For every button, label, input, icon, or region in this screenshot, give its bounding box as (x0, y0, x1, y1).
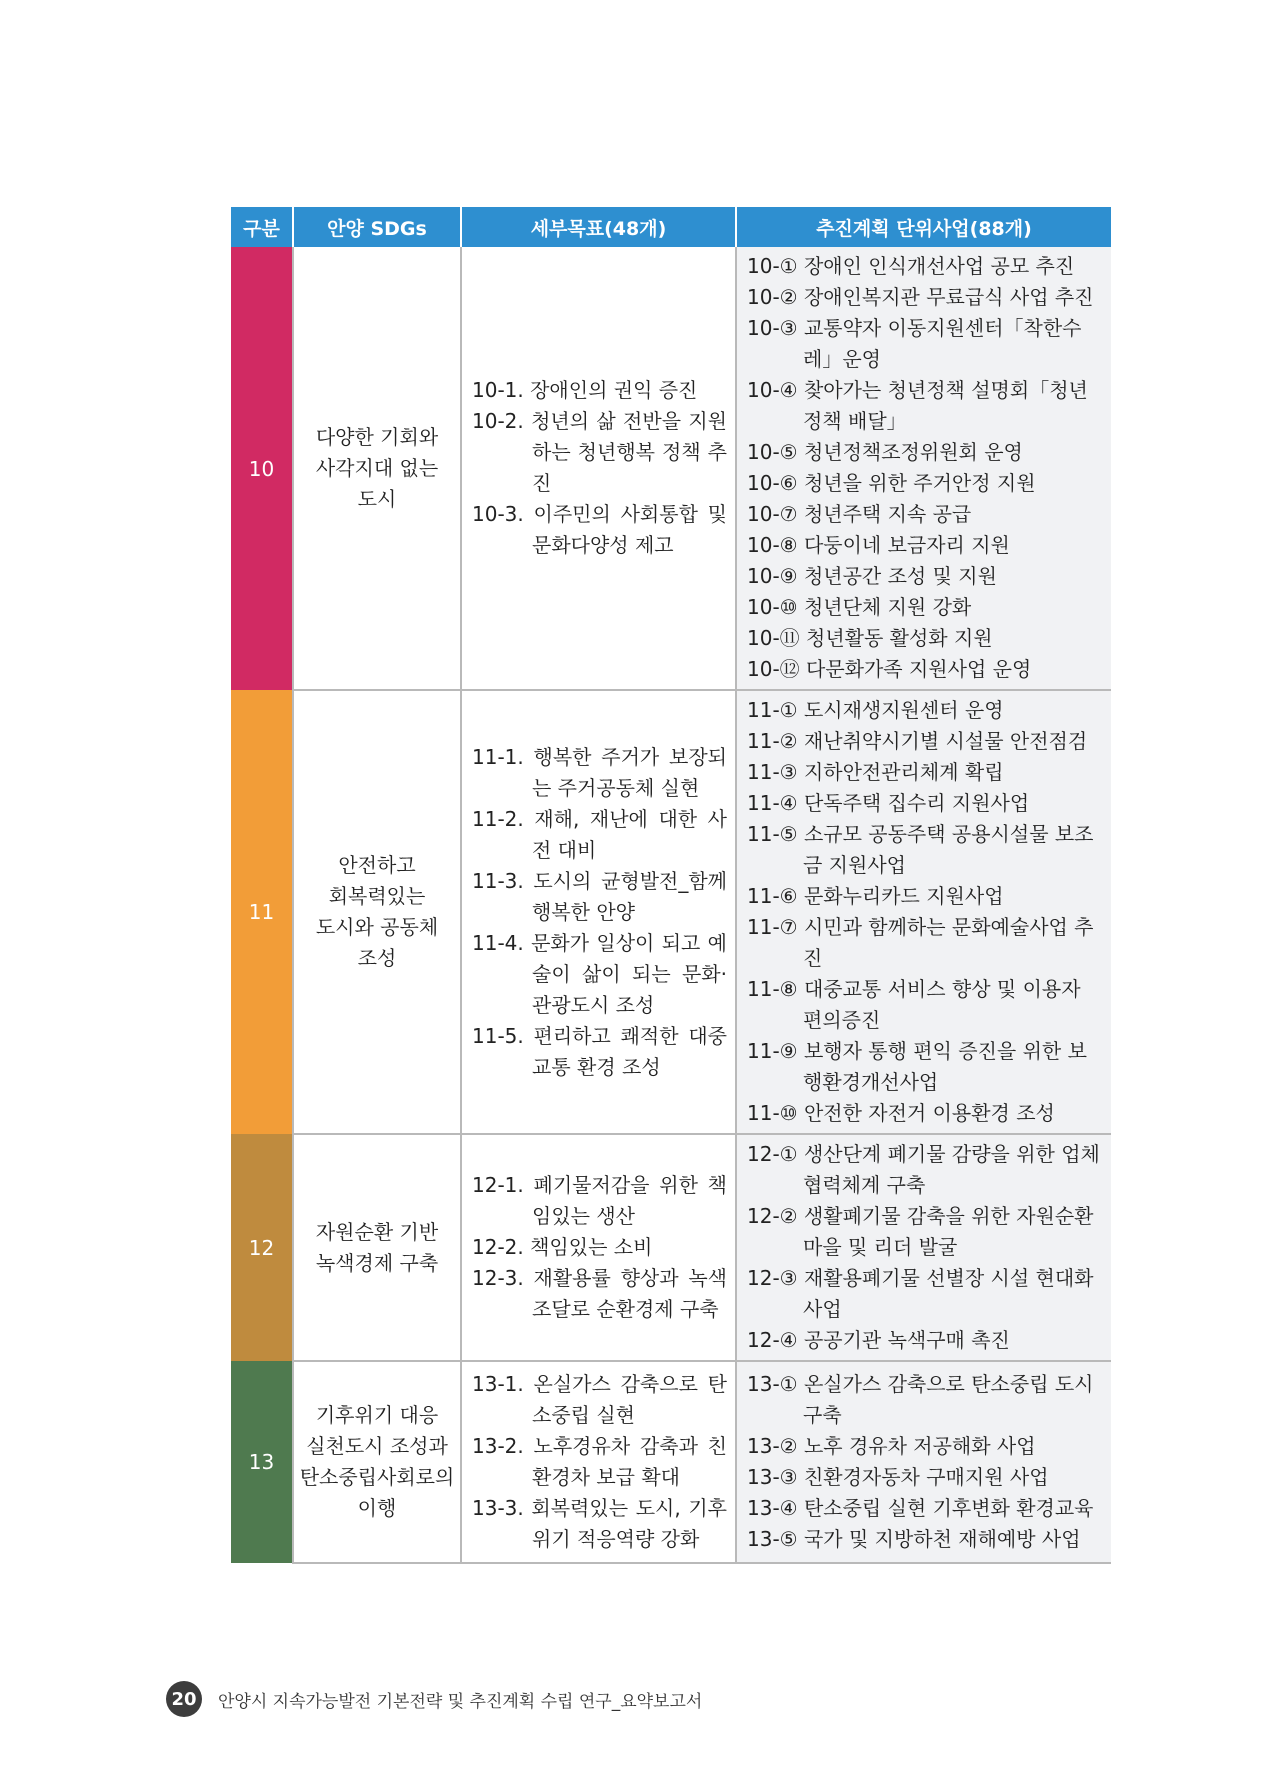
project-item: 10-⑥ 청년을 위한 주거안정 지원 (747, 471, 1036, 495)
sdg-number: 11 (231, 690, 293, 1134)
project-item: 10-⑤ 청년정책조정위원회 운영 (747, 440, 1023, 464)
sdg-title-line: 다양한 기회와 (315, 424, 439, 449)
project-item: 11-⑥ 문화누리카드 지원사업 (747, 884, 1004, 908)
project-item: 10-⑩ 청년단체 지원 강화 (747, 595, 972, 619)
sdgs-table (231, 207, 1111, 1564)
header-sdgs: 안양 SDGs (293, 207, 461, 247)
project-item: 10-① 장애인 인식개선사업 공모 추진 (747, 254, 1075, 278)
project-item: 10-⑫ 다문화가족 지원사업 운영 (747, 657, 1032, 681)
project-item: 11-⑦ 시민과 함께하는 문화예술사업 추진 (747, 915, 1094, 970)
project-item: 13-③ 친환경자동차 구매지원 사업 (747, 1465, 1049, 1489)
page-footer (166, 1679, 702, 1719)
project-item: 11-⑧ 대중교통 서비스 향상 및 이용자 편의증진 (747, 977, 1081, 1032)
goal-item: 12-2. 책임있는 소비 (472, 1235, 653, 1259)
project-item: 12-③ 재활용폐기물 선별장 시설 현대화 사업 (747, 1266, 1094, 1321)
table-row (231, 1361, 1111, 1563)
project-item: 12-② 생활폐기물 감축을 위한 자원순환마을 및 리더 발굴 (747, 1204, 1094, 1259)
sdg-number: 12 (231, 1134, 293, 1361)
goal-item: 10-1. 장애인의 권익 증진 (472, 378, 698, 402)
sdg-title (293, 1361, 461, 1563)
project-item: 11-① 도시재생지원센터 운영 (747, 698, 1004, 722)
goal-item: 10-2. 청년의 삶 전반을 지원하는 청년행복 정책 추진 (472, 409, 727, 495)
sdg-title-line: 안전하고 (338, 853, 416, 877)
sdg-title (293, 690, 461, 1134)
goal-item: 11-1. 행복한 주거가 보장되는 주거공동체 실현 (472, 744, 727, 800)
detailed-goals (461, 247, 736, 690)
project-item: 12-④ 공공기관 녹색구매 촉진 (747, 1328, 1010, 1352)
project-item: 13-① 온실가스 감축으로 탄소중립 도시 구축 (747, 1372, 1094, 1427)
unit-projects (736, 247, 1111, 690)
sdg-title (293, 247, 461, 690)
header-goals: 세부목표(48개) (461, 207, 736, 247)
goal-item: 11-2. 재해, 재난에 대한 사전 대비 (472, 806, 727, 862)
table-row (231, 247, 1111, 690)
project-item: 10-⑦ 청년주택 지속 공급 (747, 502, 972, 526)
sdg-title-line: 자원순환 기반 (315, 1219, 439, 1244)
sdg-title-line: 조성 (357, 946, 397, 970)
goal-item: 11-5. 편리하고 쾌적한 대중교통 환경 조성 (472, 1023, 727, 1079)
project-item: 11-⑤ 소규모 공동주택 공용시설물 보조금 지원사업 (747, 822, 1094, 877)
project-item: 10-③ 교통약자 이동지원센터「착한수레」운영 (747, 316, 1082, 371)
detailed-goals (461, 690, 736, 1134)
sdg-title-line: 사각지대 없는 (315, 455, 439, 480)
sdg-title-line: 도시 (357, 486, 397, 511)
sdg-title-line: 기후위기 대응 (315, 1403, 439, 1427)
detailed-goals (461, 1361, 736, 1563)
sdg-title-line: 도시와 공동체 (315, 915, 439, 939)
table-header-row (231, 207, 1111, 247)
project-item: 11-③ 지하안전관리체계 확립 (747, 760, 1004, 784)
sdg-title-line: 실천도시 조성과 (306, 1434, 448, 1458)
project-item: 10-⑧ 다둥이네 보금자리 지원 (747, 533, 1010, 557)
project-item: 12-① 생산단계 폐기물 감량을 위한 업체 협력체계 구축 (747, 1142, 1100, 1197)
project-item: 11-⑨ 보행자 통행 편익 증진을 위한 보행환경개선사업 (747, 1039, 1087, 1094)
sdg-number: 13 (231, 1361, 293, 1563)
goal-item: 13-3. 회복력있는 도시, 기후위기 적응역량 강화 (472, 1496, 727, 1551)
unit-projects (736, 690, 1111, 1134)
project-item: 11-④ 단독주택 집수리 지원사업 (747, 791, 1030, 815)
header-projects: 추진계획 단위사업(88개) (736, 207, 1111, 247)
goal-item: 10-3. 이주민의 사회통합 및 문화다양성 제고 (472, 502, 727, 557)
goal-item: 13-2. 노후경유차 감축과 친환경차 보급 확대 (472, 1434, 727, 1489)
project-item: 10-⑨ 청년공간 조성 및 지원 (747, 564, 997, 588)
goal-item: 12-3. 재활용률 향상과 녹색조달로 순환경제 구축 (472, 1266, 727, 1321)
project-item: 11-② 재난취약시기별 시설물 안전점검 (747, 729, 1088, 753)
sdg-title-line: 탄소중립사회로의 (299, 1465, 455, 1489)
footer-title: 안양시 지속가능발전 기본전략 및 추진계획 수립 연구_요약보고서 (218, 1691, 703, 1712)
goal-item: 11-4. 문화가 일상이 되고 예술이 삶이 되는 문화·관광도시 조성 (472, 930, 727, 1017)
header-category: 구분 (231, 207, 293, 247)
unit-projects (736, 1134, 1111, 1361)
table-row (231, 690, 1111, 1134)
project-item: 10-④ 찾아가는 청년정책 설명회「청년정책 배달」 (747, 378, 1088, 433)
project-item: 11-⑩ 안전한 자전거 이용환경 조성 (747, 1101, 1055, 1125)
detailed-goals (461, 1134, 736, 1361)
page-number: 20 (166, 1681, 202, 1717)
project-item: 10-⑪ 청년활동 활성화 지원 (747, 626, 993, 650)
sdg-title-line: 녹색경제 구축 (315, 1250, 439, 1275)
project-item: 13-④ 탄소중립 실현 기후변화 환경교육 (747, 1496, 1094, 1520)
sdg-title-line: 이행 (357, 1496, 397, 1520)
project-item: 13-② 노후 경유차 저공해화 사업 (747, 1434, 1036, 1458)
goal-item: 12-1. 폐기물저감을 위한 책임있는 생산 (472, 1173, 727, 1228)
sdg-title (293, 1134, 461, 1361)
project-item: 10-② 장애인복지관 무료급식 사업 추진 (747, 285, 1094, 309)
unit-projects (736, 1361, 1111, 1563)
sdg-title-line: 회복력있는 (328, 884, 426, 908)
sdg-number: 10 (231, 247, 293, 690)
goal-item: 13-1. 온실가스 감축으로 탄소중립 실현 (472, 1372, 727, 1427)
table-row (231, 1134, 1111, 1361)
goal-item: 11-3. 도시의 균형발전_함께 행복한 안양 (472, 868, 727, 924)
project-item: 13-⑤ 국가 및 지방하천 재해예방 사업 (747, 1527, 1081, 1551)
